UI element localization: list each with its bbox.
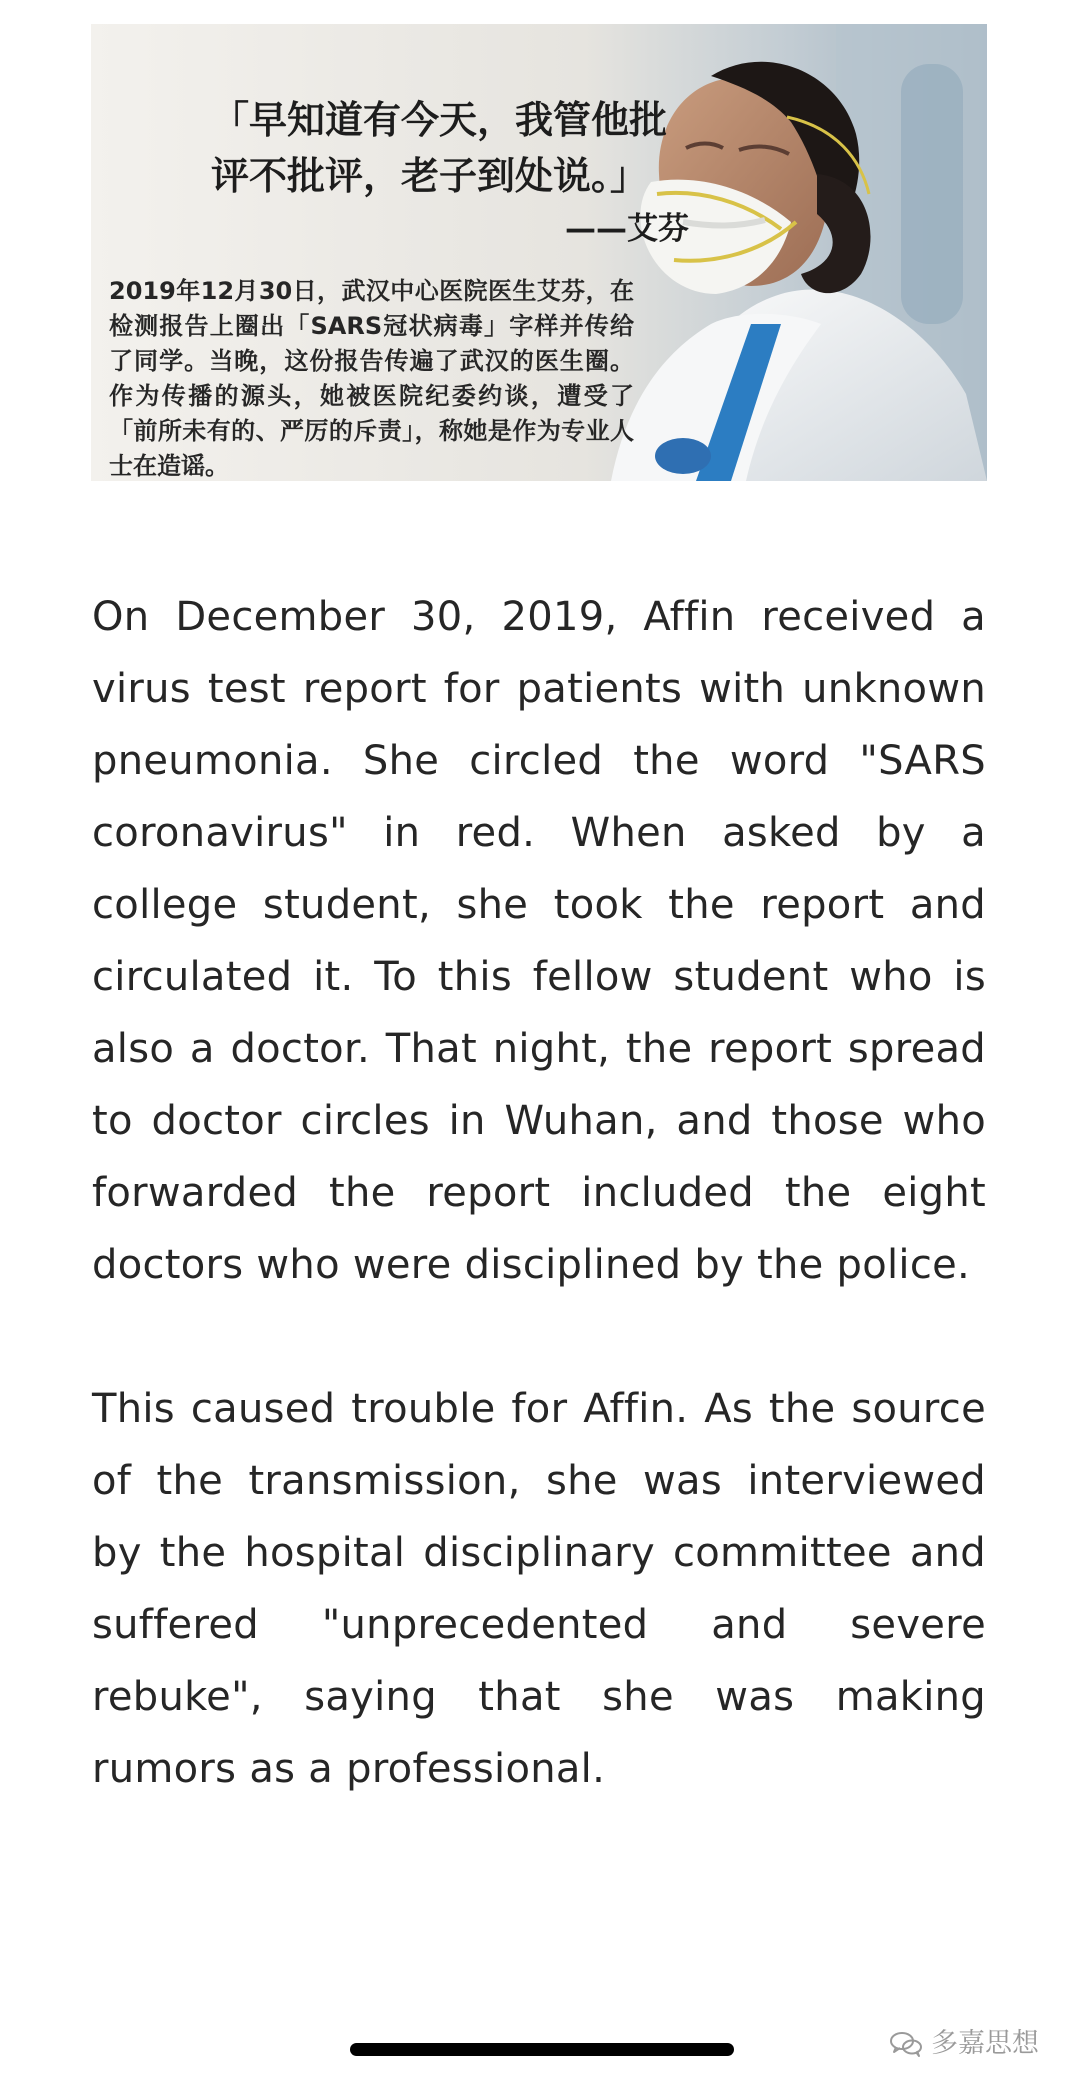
article-paragraph-1: On December 30, 2019, Affin received a virus test report for patients with unknown pneumonia. She circled the word "SARS coronavirus" in red. When asked by a college student, she took the report and circulated it. To this fellow student who is also a doctor. That night, the report spread to doctor circles in Wuhan, and those who forwarded the report included the eight doctors who were disciplined by the police. [92,594,986,1288]
hero-caption: 2019年12月30日，武汉中心医院医生艾芬，在检测报告上圈出「SARS冠状病毒」字样并传给了同学。当晚，这份报告传遍了武汉的医生圈。作为传播的源头，她被医院纪委约谈，遭受了「前所未有的、严厉的斥责」，称她是作为专业人士在造谣。 [109,277,634,480]
home-indicator[interactable] [350,2043,734,2056]
article-hero-image [91,24,987,481]
article-body [92,581,986,1805]
wechat-icon [889,2030,923,2058]
watermark-label: 多嘉思想 [931,2028,1039,2059]
source-watermark [889,2025,1039,2063]
article-paragraph-2: This caused trouble for Affin. As the source of the transmission, she was interviewed by the hospital disciplinary committee and suffered "unprecedented and severe rebuke", saying that she was making rumors as a professional. [92,1386,986,1792]
hero-quote-author: ——艾芬 [565,211,689,247]
hero-quote: 「早知道有今天，我管他批评不批评，老子到处说。」 [211,98,668,198]
